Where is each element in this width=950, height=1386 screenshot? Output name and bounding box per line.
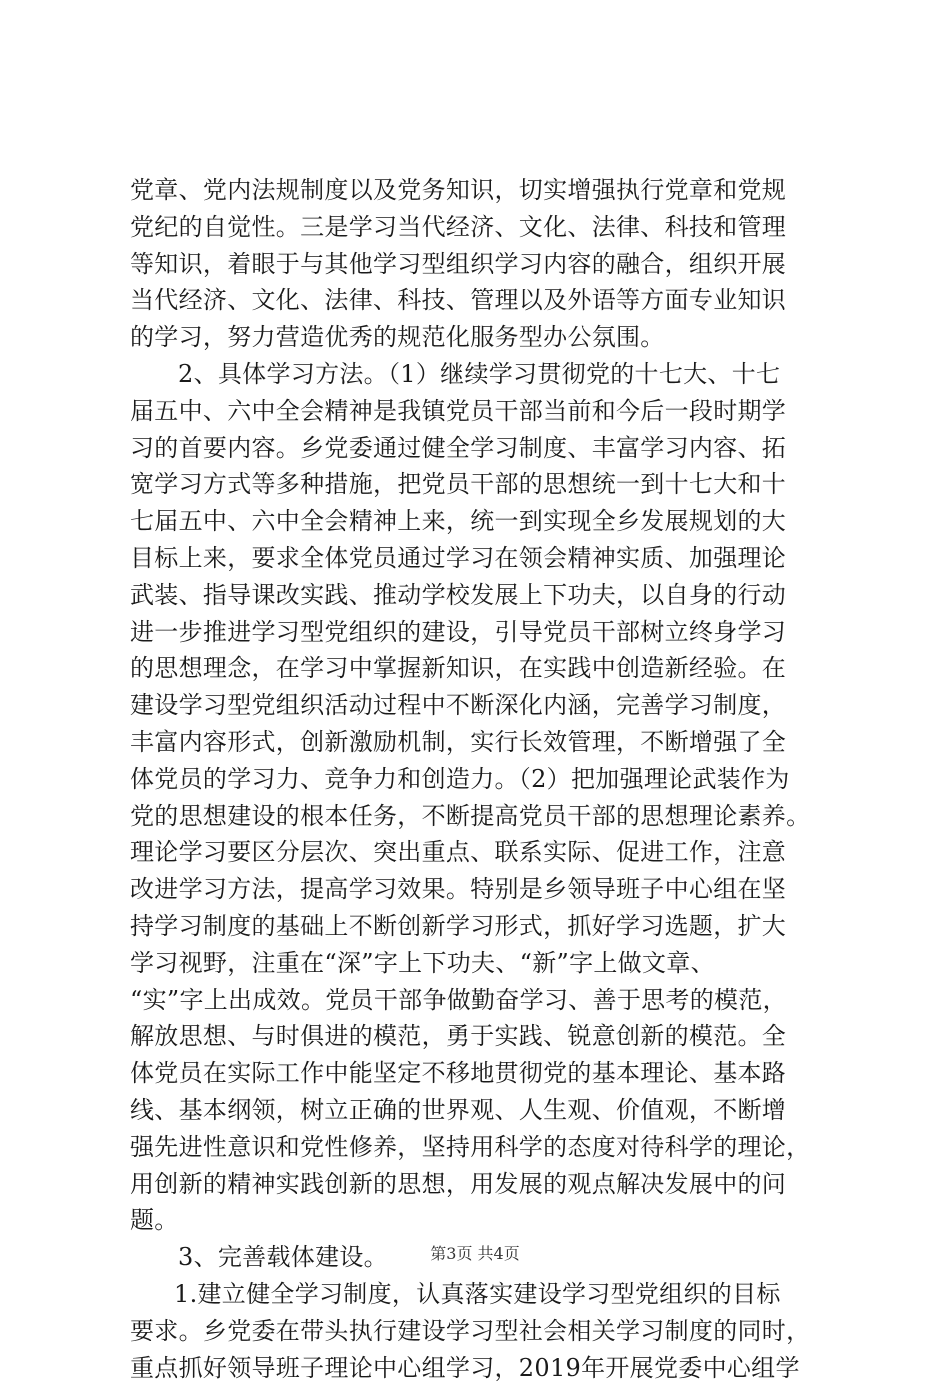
text-line: 丰富内容形式，创新激励机制，实行长效管理，不断增强了全 — [130, 724, 830, 761]
page-footer — [0, 1244, 950, 1264]
text-line: “实”字上出成效。党员干部争做勤奋学习、善于思考的模范， — [130, 982, 830, 1019]
text-line: 届五中、六中全会精神是我镇党员干部当前和今后一段时期学 — [130, 393, 830, 430]
text-line: 当代经济、文化、法律、科技、管理以及外语等方面专业知识 — [130, 282, 830, 319]
text-line: 强先进性意识和党性修养，坚持用科学的态度对待科学的理论， — [130, 1129, 830, 1166]
text-line: 持学习制度的基础上不断创新学习形式，抓好学习选题，扩大 — [130, 908, 830, 945]
paragraph-start-line: 1.建立健全学习制度，认真落实建设学习型党组织的目标 — [130, 1276, 830, 1313]
text-line: 用创新的精神实践创新的思想，用发展的观点解决发展中的问 — [130, 1166, 830, 1203]
text-line: 武装、指导课改实践、推动学校发展上下功夫，以自身的行动 — [130, 577, 830, 614]
text-line: 七届五中、六中全会精神上来，统一到实现全乡发展规划的大 — [130, 503, 830, 540]
document-body — [130, 172, 830, 1386]
text-line: 理论学习要区分层次、突出重点、联系实际、促进工作，注意 — [130, 834, 830, 871]
text-line: 进一步推进学习型党组织的建设，引导党员干部树立终身学习 — [130, 614, 830, 651]
text-line: 党的思想建设的根本任务，不断提高党员干部的思想理论素养。 — [130, 798, 830, 835]
text-line: 题。 — [130, 1202, 830, 1239]
text-line: 体党员的学习力、竞争力和创造力。（2）把加强理论武装作为 — [130, 761, 830, 798]
text-line: 宽学习方式等多种措施，把党员干部的思想统一到十七大和十 — [130, 466, 830, 503]
text-line: 的思想理念，在学习中掌握新知识，在实践中创造新经验。在 — [130, 650, 830, 687]
text-line: 重点抓好领导班子理论中心组学习，2019年开展党委中心组学 — [130, 1350, 830, 1386]
text-line: 要求。乡党委在带头执行建设学习型社会相关学习制度的同时， — [130, 1313, 830, 1350]
page-number-label: 第3页 共4页 — [430, 1244, 519, 1263]
text-line: 等知识，着眼于与其他学习型组织学习内容的融合，组织开展 — [130, 246, 830, 283]
text-line: 党章、党内法规制度以及党务知识，切实增强执行党章和党规 — [130, 172, 830, 209]
text-line: 目标上来，要求全体党员通过学习在领会精神实质、加强理论 — [130, 540, 830, 577]
paragraph-start-line: 2、具体学习方法。（1）继续学习贯彻党的十七大、十七 — [130, 356, 830, 393]
text-line: 改进学习方法，提高学习效果。特别是乡领导班子中心组在坚 — [130, 871, 830, 908]
text-line: 习的首要内容。乡党委通过健全学习制度、丰富学习内容、拓 — [130, 430, 830, 467]
text-line: 体党员在实际工作中能坚定不移地贯彻党的基本理论、基本路 — [130, 1055, 830, 1092]
text-line: 解放思想、与时俱进的模范，勇于实践、锐意创新的模范。全 — [130, 1018, 830, 1055]
text-line: 的学习，努力营造优秀的规范化服务型办公氛围。 — [130, 319, 830, 356]
text-line: 线、基本纲领，树立正确的世界观、人生观、价值观，不断增 — [130, 1092, 830, 1129]
text-line: 学习视野，注重在“深”字上下功夫、“新”字上做文章、 — [130, 945, 830, 982]
text-line: 建设学习型党组织活动过程中不断深化内涵，完善学习制度， — [130, 687, 830, 724]
section-heading: 3、完善载体建设。 — [130, 1239, 830, 1276]
text-line: 党纪的自觉性。三是学习当代经济、文化、法律、科技和管理 — [130, 209, 830, 246]
